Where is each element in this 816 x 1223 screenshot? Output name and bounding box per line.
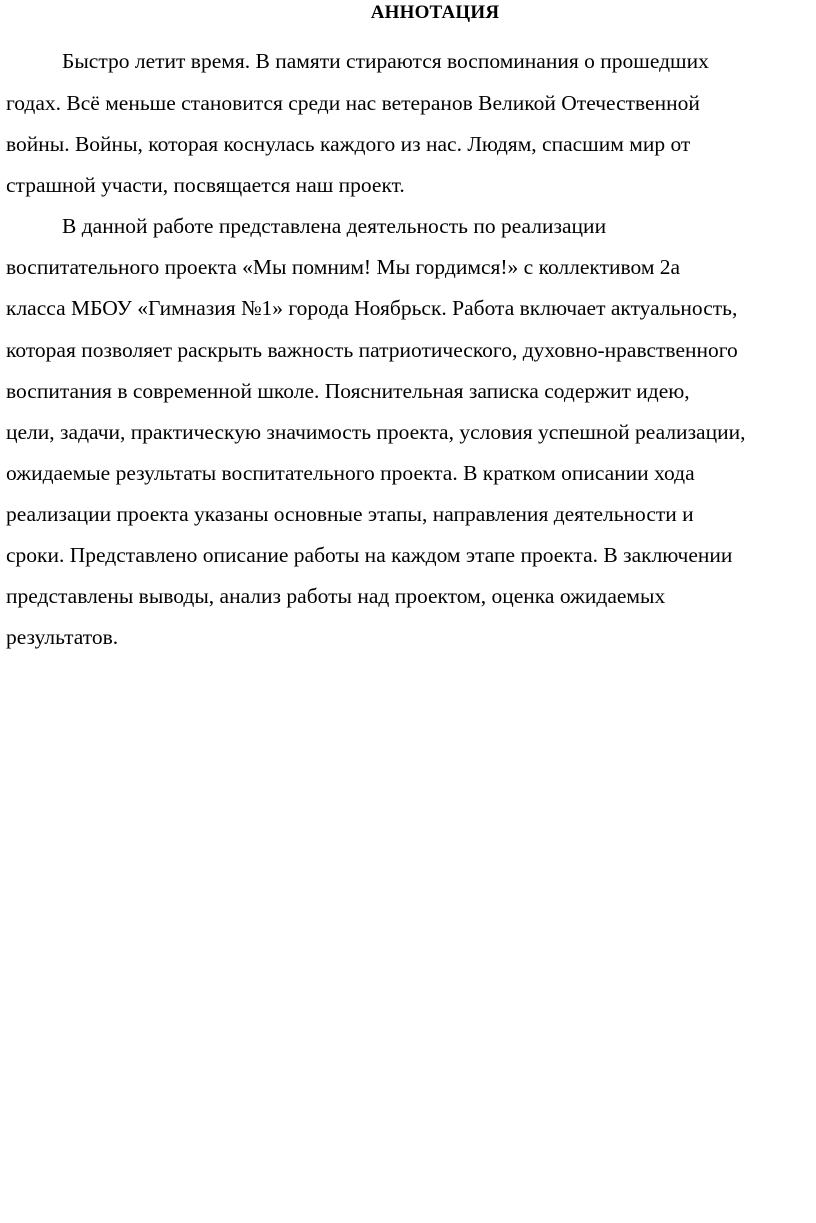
text-line: ожидаемые результаты воспитательного проекта. В кратком описании хода (6, 461, 695, 485)
text-line: войны. Войны, которая коснулась каждого из нас. Людям, спасшим мир от (6, 132, 691, 156)
text-line: цели, задачи, практическую значимость проекта, условия успешной реализации, (6, 420, 746, 444)
text-line: Быстро летит время. В памяти стираются воспоминания о прошедших (62, 49, 709, 73)
text-line: В данной работе представлена деятельность по реализации (62, 214, 607, 238)
document-title: АННОТАЦИЯ (370, 2, 500, 23)
text-line: страшной участи, посвящается наш проект. (6, 173, 405, 197)
text-line: результатов. (6, 625, 119, 649)
text-line: годах. Всё меньше становится среди нас ветеранов Великой Отечественной (6, 91, 700, 115)
text-line: воспитательного проекта «Мы помним! Мы гордимся!» с коллективом 2а (6, 255, 681, 279)
text-line: класса МБОУ «Гимназия №1» города Ноябрьск. Работа включает актуальность, (6, 296, 738, 320)
text-line: сроки. Представлено описание работы на каждом этапе проекта. В заключении (6, 543, 733, 567)
text-line: реализации проекта указаны основные этапы, направления деятельности и (6, 502, 694, 526)
text-line: воспитания в современной школе. Пояснительная записка содержит идею, (6, 379, 690, 403)
text-line: представлены выводы, анализ работы над проектом, оценка ожидаемых (6, 584, 666, 608)
text-line: которая позволяет раскрыть важность патриотического, духовно-нравственного (6, 338, 738, 362)
